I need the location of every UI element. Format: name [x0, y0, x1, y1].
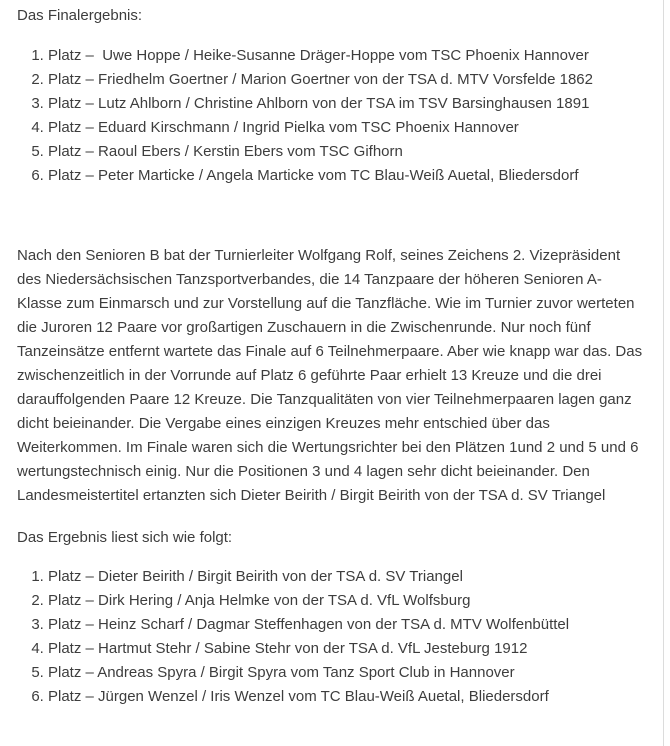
overall-result-item-5: 5. Platz – Andreas Spyra / Birgit Spyra vom Tanz Sport Club in Hannover [48, 661, 646, 685]
final-result-item-2: 2. Platz – Friedhelm Goertner / Marion Goertner von der TSA d. MTV Vorsfelde 1862 [48, 68, 646, 92]
overall-result-item-1: 1. Platz – Dieter Beirith / Birgit Beirith von der TSA d. SV Triangel [48, 565, 646, 589]
final-result-item-3: 3. Platz – Lutz Ahlborn / Christine Ahlborn von der TSA im TSV Barsinghausen 1891 [48, 92, 646, 116]
final-result-item-1: 1. Platz – Uwe Hoppe / Heike-Susanne Dräger-Hoppe vom TSC Phoenix Hannover [48, 44, 646, 68]
final-result-heading: Das Finalergebnis: [17, 7, 143, 24]
overall-result-heading: Das Ergebnis liest sich wie folgt: [17, 529, 233, 546]
overall-results-list [17, 565, 646, 709]
overall-result-item-2: 2. Platz – Dirk Hering / Anja Helmke von der TSA d. VfL Wolfsburg [48, 589, 646, 613]
final-result-item-5: 5. Platz – Raoul Ebers / Kerstin Ebers vom TSC Gifhorn [48, 140, 646, 164]
final-result-item-6: 6. Platz – Peter Marticke / Angela Marticke vom TC Blau-Weiß Auetal, Bliedersdorf [48, 164, 646, 188]
overall-result-item-6: 6. Platz – Jürgen Wenzel / Iris Wenzel vom TC Blau-Weiß Auetal, Bliedersdorf [48, 685, 646, 709]
final-results-list [17, 44, 646, 188]
tournament-report-paragraph: Nach den Senioren B bat der Turnierleiter Wolfgang Rolf, seines Zeichens 2. Vizepräsident des Niedersächsischen Tanzsportverbandes, die 14 Tanzpaare der höheren Senioren A-Klasse zum Einmarsch und zur Vorstellung auf die Tanzfläche. Wie im Turnier zuvor werteten die Juroren 12 Paare vor großartigen Zuschauern in die Zwischenrunde. Nur noch fünf Tanzeinsätze entfernt wartete das Finale auf 6 Teilnehmerpaare. Aber wie knapp war das. Das zwischenzeitlich in der Vorrunde auf Platz 6 geführte Paar erhielt 13 Kreuze und die drei darauffolgenden Paare 12 Kreuze. Die Tanzqualitäten von vier Teilnehmerpaaren lagen ganz dicht beieinander. Die Vergabe eines einzigen Kreuzes mehr entschied über das Weiterkommen. Im Finale waren sich die Wertungsrichter bei den Plätzen 1und 2 und 5 und 6 wertungstechnisch einig. Nur die Positionen 3 und 4 lagen sehr dicht beieinander. Den Landesmeistertitel ertanzten sich Dieter Beirith / Birgit Beirith von der TSA d. SV Triangel [17, 247, 643, 504]
overall-result-item-3: 3. Platz – Heinz Scharf / Dagmar Steffenhagen von der TSA d. MTV Wolfenbüttel [48, 613, 646, 637]
final-result-item-4: 4. Platz – Eduard Kirschmann / Ingrid Pielka vom TSC Phoenix Hannover [48, 116, 646, 140]
overall-result-item-4: 4. Platz – Hartmut Stehr / Sabine Stehr von der TSA d. VfL Jesteburg 1912 [48, 637, 646, 661]
